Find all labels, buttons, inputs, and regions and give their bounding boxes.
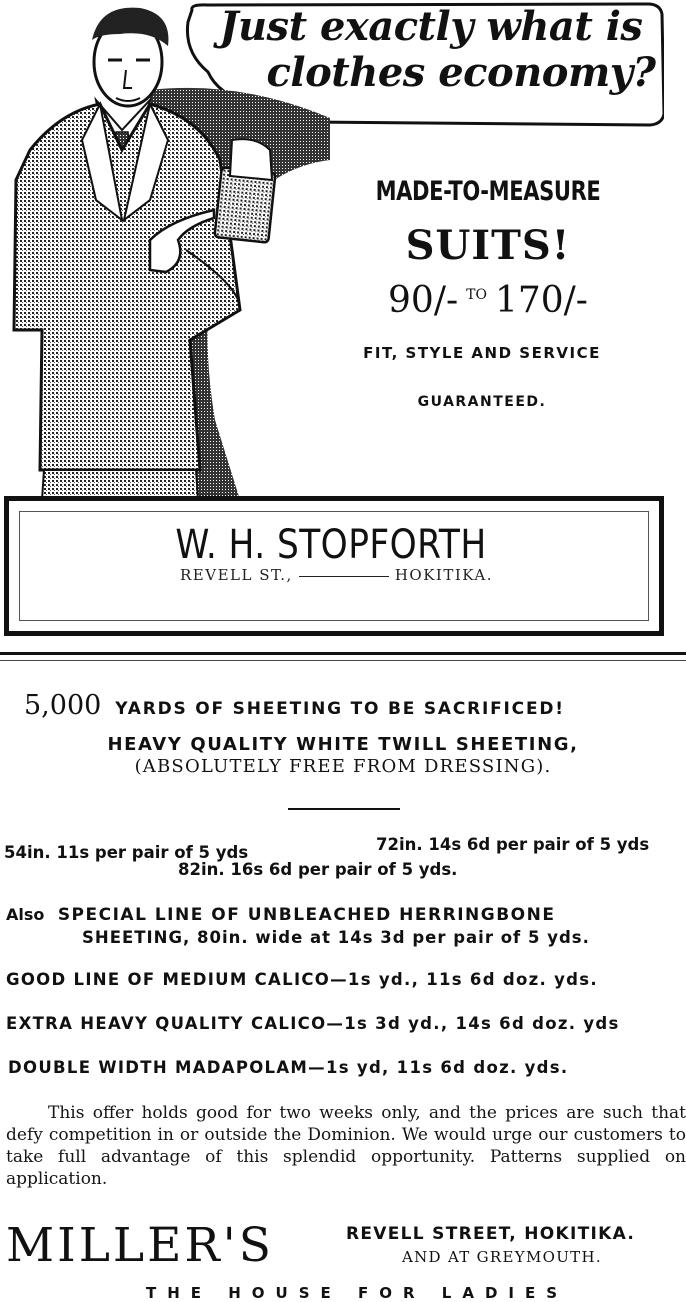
absolutely-free-note: (ABSOLUTELY FREE FROM DRESSING).	[134, 756, 552, 777]
store-tagline: THE HOUSE FOR LADIES	[146, 1284, 569, 1302]
heavy-quality-heading: HEAVY QUALITY WHITE TWILL SHEETING,	[107, 734, 579, 755]
extra-heavy-calico-line: EXTRA HEAVY QUALITY CALICO—1s 3d yd., 14s 6d doz. yds	[6, 1014, 620, 1033]
yards-heading	[24, 690, 684, 721]
shop-name: W. H. STOPFORTH	[175, 522, 487, 568]
also-special: SPECIAL LINE OF UNBLEACHED HERRINGBONE	[57, 905, 556, 925]
section-divider-thick	[0, 652, 686, 655]
price-to: TO	[466, 287, 487, 303]
offer-paragraph: This offer holds good for two weeks only, and the prices are such that defy competition in or outside the Dominion. We would urge our customers to take full advantage of this splendid opportunity. Patterns supplied on application.	[6, 1103, 686, 1189]
price-low: 90/-	[388, 280, 459, 321]
shop-address-street: REVELL ST.,	[180, 566, 293, 584]
price-72in: 72in. 14s 6d per pair of 5 yds	[376, 835, 650, 854]
herringbone-line: SHEETING, 80in. wide at 14s 3d per pair of 5 yds.	[82, 928, 590, 947]
price-82in: 82in. 16s 6d per pair of 5 yds.	[178, 860, 458, 879]
also-prefix: Also	[6, 905, 45, 924]
store-name: MILLER'S	[6, 1218, 274, 1273]
special-line-heading	[6, 905, 555, 925]
headline-line-2: clothes economy?	[266, 49, 656, 96]
stopforth-advertisement	[0, 0, 686, 650]
guaranteed: GUARANTEED.	[417, 394, 547, 410]
section-divider-thin	[0, 660, 686, 661]
price-range	[330, 280, 646, 321]
madapolam-line: DOUBLE WIDTH MADAPOLAM—1s yd, 11s 6d doz. yds.	[8, 1058, 569, 1077]
price-54in: 54in. 11s per pair of 5 yds	[4, 843, 249, 862]
store-address: REVELL STREET, HOKITIKA.	[346, 1224, 636, 1244]
suits-heading: SUITS!	[405, 222, 571, 269]
price-high: 170/-	[494, 280, 588, 321]
headline-line-1: Just exactly what is	[219, 3, 643, 50]
address-dash	[299, 576, 389, 577]
yards-number: 5,000	[24, 690, 102, 721]
fit-style-service: FIT, STYLE AND SERVICE	[363, 344, 601, 362]
medium-calico-line: GOOD LINE OF MEDIUM CALICO—1s yd., 11s 6d doz. yds.	[6, 970, 598, 989]
store-branch: AND AT GREYMOUTH.	[402, 1248, 602, 1266]
made-to-measure-heading: MADE-TO-MEASURE	[375, 176, 601, 207]
man-in-suit-illustration	[0, 0, 330, 500]
shop-address	[180, 566, 540, 584]
shop-address-town: HOKITIKA.	[394, 566, 493, 584]
short-rule	[288, 808, 400, 810]
yards-text: YARDS OF SHEETING TO BE SACRIFICED!	[115, 699, 565, 719]
